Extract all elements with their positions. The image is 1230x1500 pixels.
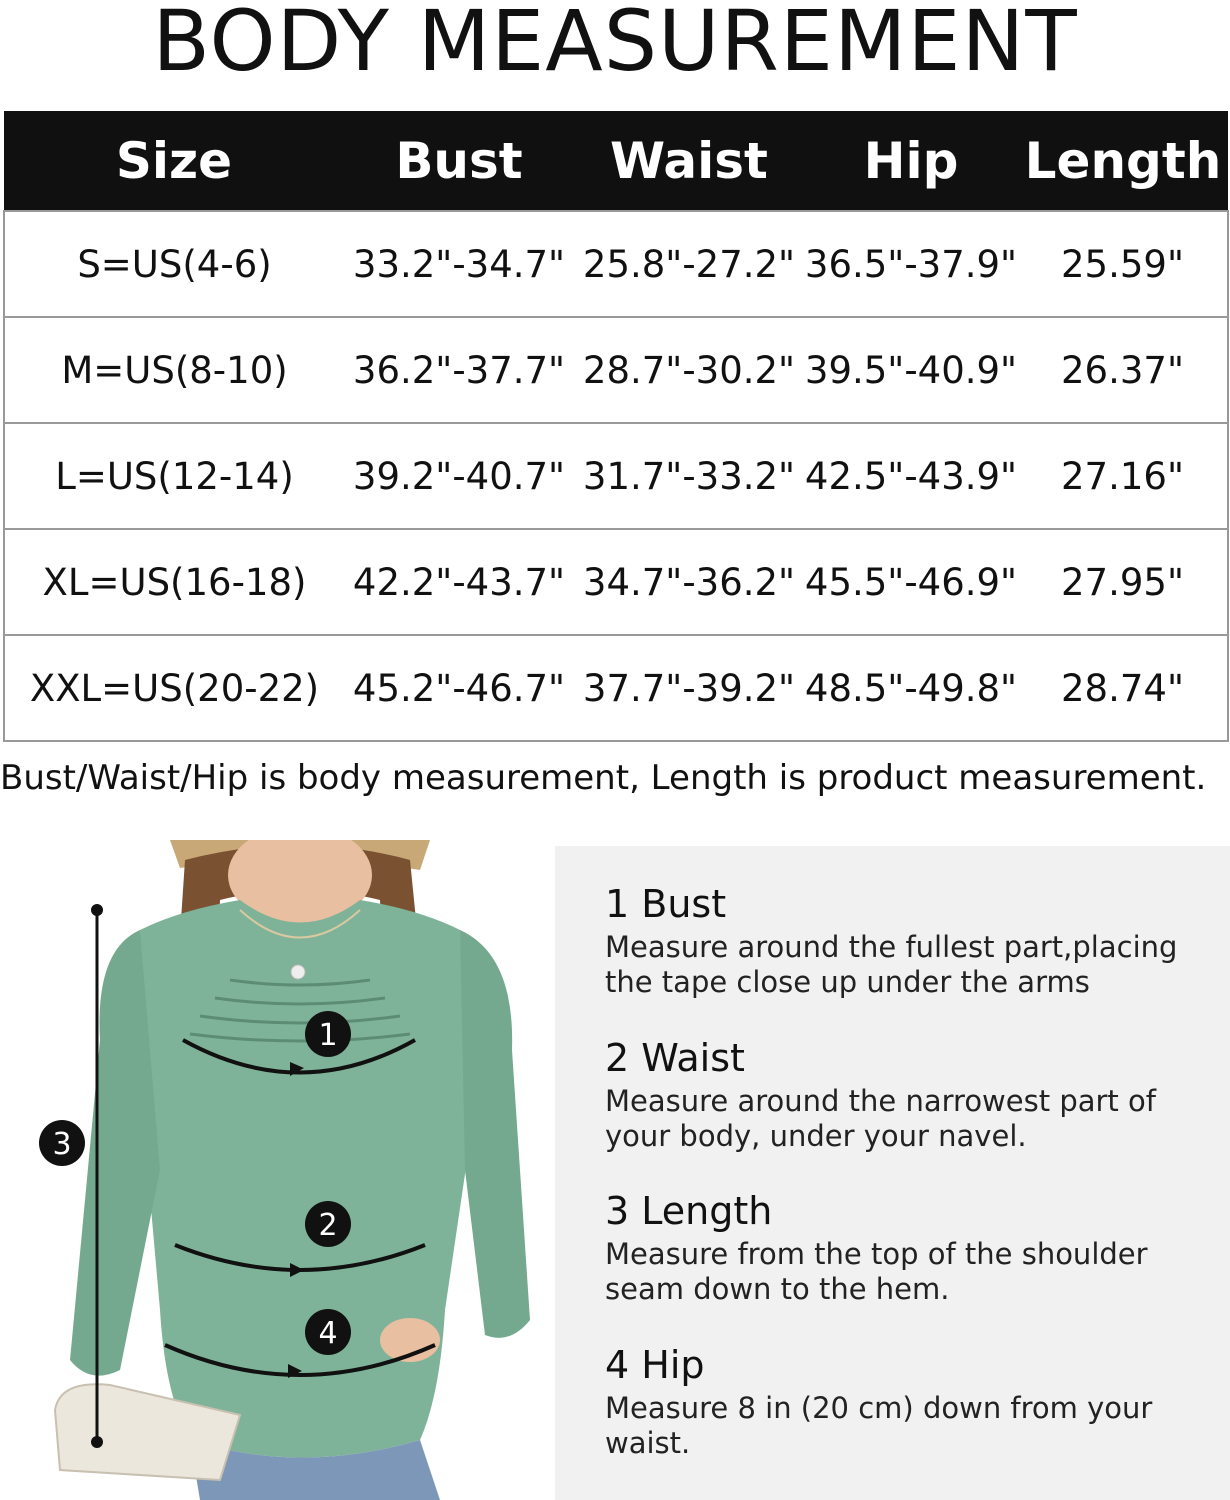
svg-text:2: 2 xyxy=(318,1208,338,1243)
guide-text: Measure around the fullest part,placing the tape close up under the arms xyxy=(605,930,1178,999)
cell-hip: 48.5"-49.8" xyxy=(804,635,1018,741)
cell-bust: 42.2"-43.7" xyxy=(344,529,574,635)
guide-hip xyxy=(605,1343,1225,1461)
cell-bust: 45.2"-46.7" xyxy=(344,635,574,741)
cell-bust: 36.2"-37.7" xyxy=(344,317,574,423)
marker-1 xyxy=(305,1011,351,1057)
cell-length: 26.37" xyxy=(1018,317,1228,423)
size-chart-table xyxy=(3,111,1229,742)
header-length: Length xyxy=(1018,111,1228,211)
guide-bust xyxy=(605,882,1225,1000)
cell-length: 28.74" xyxy=(1018,635,1228,741)
cell-length: 27.16" xyxy=(1018,423,1228,529)
table-row xyxy=(4,211,1228,317)
marker-2 xyxy=(305,1201,351,1247)
guide-text: Measure 8 in (20 cm) down from your waist. xyxy=(605,1391,1153,1460)
guide-length xyxy=(605,1189,1225,1307)
cell-waist: 25.8"-27.2" xyxy=(574,211,804,317)
cell-waist: 31.7"-33.2" xyxy=(574,423,804,529)
table-row xyxy=(4,635,1228,741)
marker-3 xyxy=(39,1120,85,1166)
guide-title: 4 Hip xyxy=(605,1343,705,1387)
header-waist: Waist xyxy=(574,111,804,211)
header-bust: Bust xyxy=(344,111,574,211)
header-size: Size xyxy=(4,111,344,211)
cell-waist: 37.7"-39.2" xyxy=(574,635,804,741)
guide-title: 1 Bust xyxy=(605,882,727,926)
cell-length: 27.95" xyxy=(1018,529,1228,635)
svg-text:3: 3 xyxy=(52,1127,72,1162)
guide-title: 2 Waist xyxy=(605,1036,745,1080)
table-row xyxy=(4,423,1228,529)
cell-length: 25.59" xyxy=(1018,211,1228,317)
table-row xyxy=(4,317,1228,423)
svg-text:1: 1 xyxy=(318,1018,338,1053)
right-sleeve xyxy=(460,930,530,1338)
guide-title: 3 Length xyxy=(605,1189,773,1233)
marker-4 xyxy=(305,1309,351,1355)
cell-hip: 39.5"-40.9" xyxy=(804,317,1018,423)
header-hip: Hip xyxy=(804,111,1018,211)
cell-size: S=US(4-6) xyxy=(4,211,344,317)
svg-text:4: 4 xyxy=(318,1316,338,1351)
cell-hip: 36.5"-37.9" xyxy=(804,211,1018,317)
cell-hip: 42.5"-43.9" xyxy=(804,423,1018,529)
model-illustration xyxy=(0,840,555,1500)
table-row xyxy=(4,529,1228,635)
page-title: BODY MEASUREMENT xyxy=(152,0,1078,90)
cell-waist: 34.7"-36.2" xyxy=(574,529,804,635)
cell-size: XXL=US(20-22) xyxy=(4,635,344,741)
cell-waist: 28.7"-30.2" xyxy=(574,317,804,423)
table-header-row xyxy=(4,111,1228,211)
guide-text: Measure from the top of the shoulder seam down to the hem. xyxy=(605,1237,1148,1306)
cell-size: L=US(12-14) xyxy=(4,423,344,529)
guide-waist xyxy=(605,1036,1225,1154)
cell-hip: 45.5"-46.9" xyxy=(804,529,1018,635)
cell-size: XL=US(16-18) xyxy=(4,529,344,635)
cell-bust: 39.2"-40.7" xyxy=(344,423,574,529)
cell-bust: 33.2"-34.7" xyxy=(344,211,574,317)
measurement-note: Bust/Waist/Hip is body measurement, Length is product measurement. xyxy=(0,758,1207,798)
guide-text: Measure around the narrowest part of your body, under your navel. xyxy=(605,1084,1156,1153)
cell-size: M=US(8-10) xyxy=(4,317,344,423)
measurement-guide-panel xyxy=(555,846,1230,1500)
